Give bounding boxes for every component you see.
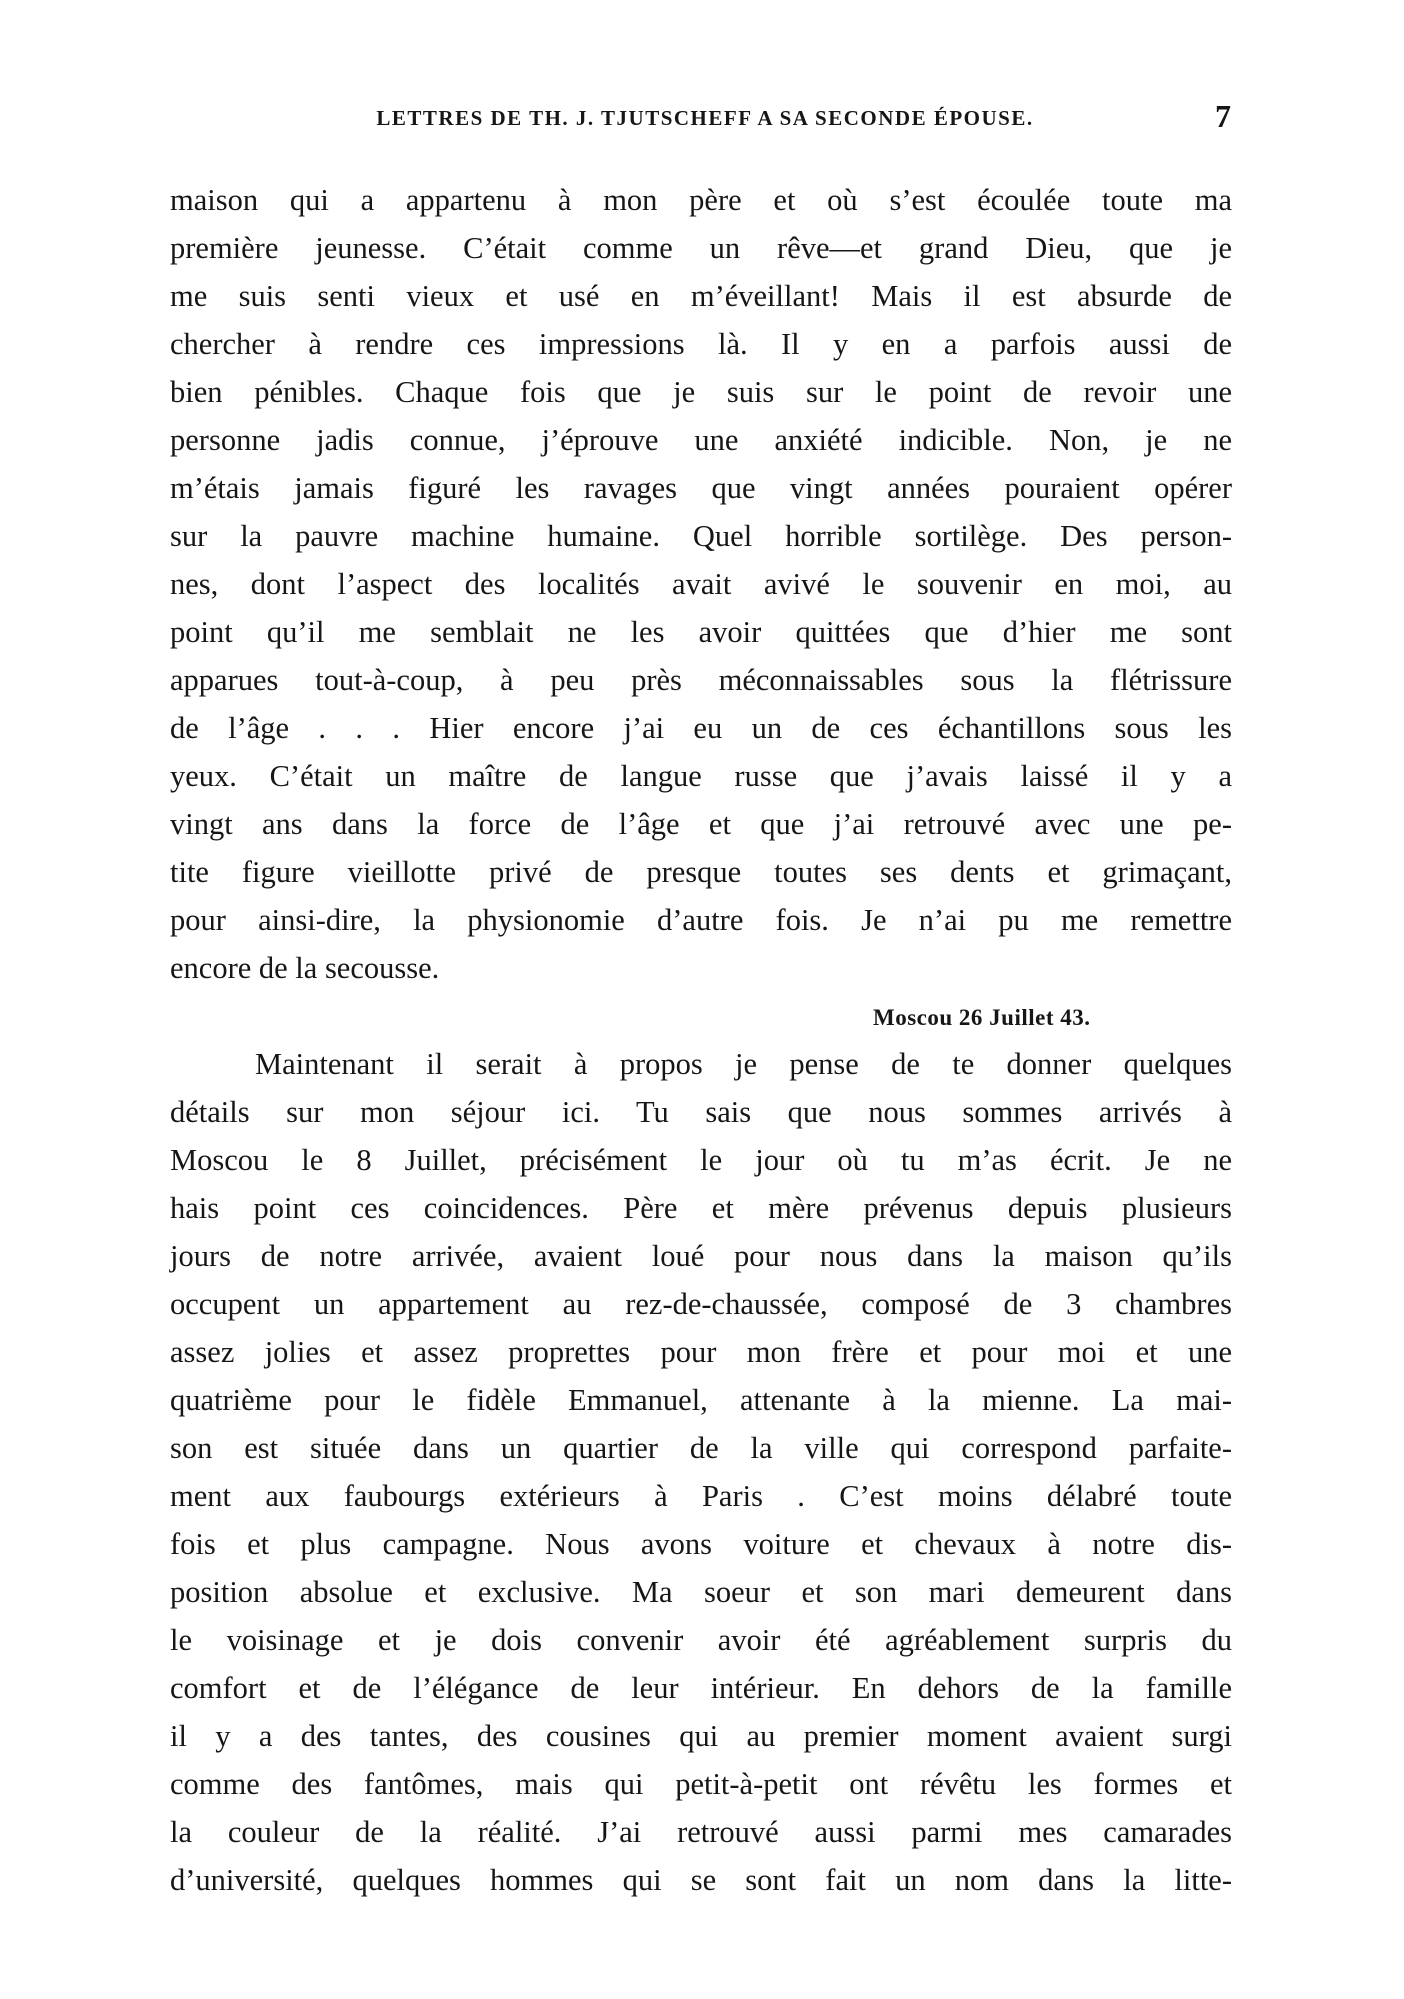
- text-line: son est située dans un quartier de la ville qui correspond parfaite-: [170, 1431, 1232, 1465]
- text-line: comfort et de l’élégance de leur intérieur. En dehors de la famille: [170, 1671, 1232, 1705]
- text-line: point qu’il me semblait ne les avoir quittées que d’hier me sont: [170, 615, 1232, 649]
- text-line: position absolue et exclusive. Ma soeur et son mari demeurent dans: [170, 1575, 1232, 1609]
- text-line: comme des fantômes, mais qui petit-à-petit ont révêtu les formes et: [170, 1767, 1232, 1801]
- text-line: assez jolies et assez proprettes pour mon frère et pour moi et une: [170, 1335, 1232, 1369]
- text-line: apparues tout-à-coup, à peu près méconnaissables sous la flétrissure: [170, 663, 1232, 697]
- text-line: il y a des tantes, des cousines qui au premier moment avaient surgi: [170, 1719, 1232, 1753]
- text-line: d’université, quelques hommes qui se sont fait un nom dans la litte-: [170, 1863, 1232, 1897]
- text-line: détails sur mon séjour ici. Tu sais que nous sommes arrivés à: [170, 1095, 1232, 1129]
- text-line: Moscou le 8 Juillet, précisément le jour où tu m’as écrit. Je ne: [170, 1143, 1232, 1177]
- text-line: pour ainsi-dire, la physionomie d’autre fois. Je n’ai pu me remettre: [170, 903, 1232, 937]
- text-line: quatrième pour le fidèle Emmanuel, attenante à la mienne. La mai-: [170, 1383, 1232, 1417]
- text-line: Maintenant il serait à propos je pense de te donner quelques: [255, 1047, 1232, 1081]
- text-line: encore de la secousse.: [170, 951, 440, 985]
- text-line: nes, dont l’aspect des localités avait avivé le souvenir en moi, au: [170, 567, 1232, 601]
- text-line: le voisinage et je dois convenir avoir été agréablement surpris du: [170, 1623, 1232, 1657]
- text-line: première jeunesse. C’était comme un rêve—et grand Dieu, que je: [170, 231, 1232, 265]
- text-line: hais point ces coincidences. Père et mère prévenus depuis plusieurs: [170, 1191, 1232, 1225]
- page-number: 7: [1215, 98, 1231, 134]
- text-line: la couleur de la réalité. J’ai retrouvé aussi parmi mes camarades: [170, 1815, 1232, 1849]
- text-line: personne jadis connue, j’éprouve une anxiété indicible. Non, je ne: [170, 423, 1232, 457]
- text-line: m’étais jamais figuré les ravages que vingt années pouraient opérer: [170, 471, 1232, 505]
- paragraph-2: [170, 1040, 1232, 1904]
- text-line: occupent un appartement au rez-de-chaussée, composé de 3 chambres: [170, 1287, 1232, 1321]
- text-line: ment aux faubourgs extérieurs à Paris . C’est moins délabré toute: [170, 1479, 1232, 1513]
- text-line: yeux. C’était un maître de langue russe que j’avais laissé il y a: [170, 759, 1232, 793]
- running-header: LETTRES DE TH. J. TJUTSCHEFF A SA SECONDE ÉPOUSE.: [376, 106, 1034, 130]
- text-line: maison qui a appartenu à mon père et où s’est écoulée toute ma: [170, 183, 1232, 217]
- text-line: sur la pauvre machine humaine. Quel horrible sortilège. Des person-: [170, 519, 1232, 553]
- dateline: Moscou 26 Juillet 43.: [873, 1005, 1091, 1030]
- text-line: chercher à rendre ces impressions là. Il y en a parfois aussi de: [170, 327, 1232, 361]
- paragraph-1: [170, 176, 1232, 992]
- text-line: tite figure vieillotte privé de presque toutes ses dents et grimaçant,: [170, 855, 1232, 889]
- text-line: me suis senti vieux et usé en m’éveillant! Mais il est absurde de: [170, 279, 1232, 313]
- text-line: fois et plus campagne. Nous avons voiture et chevaux à notre dis-: [170, 1527, 1232, 1561]
- text-line: vingt ans dans la force de l’âge et que j’ai retrouvé avec une pe-: [170, 807, 1232, 841]
- text-line: bien pénibles. Chaque fois que je suis sur le point de revoir une: [170, 375, 1232, 409]
- body-text: [170, 176, 1232, 1904]
- text-line: jours de notre arrivée, avaient loué pour nous dans la maison qu’ils: [170, 1239, 1232, 1273]
- text-line: de l’âge . . . Hier encore j’ai eu un de ces échantillons sous les: [170, 711, 1232, 745]
